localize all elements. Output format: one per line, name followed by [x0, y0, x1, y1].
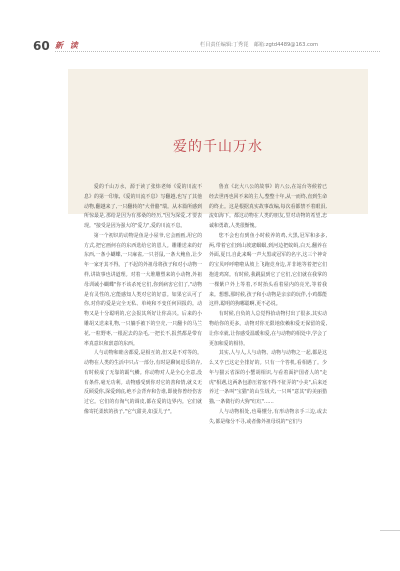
- page-number: 60: [33, 39, 50, 53]
- article-column-left: [84, 183, 202, 418]
- footer-divider: [380, 530, 400, 531]
- paragraph: 人与动物相处,也蓦懂分,有形动物亲手三边,或去失,都是缘分不寻,或者像外祖母说的"它们与: [209, 408, 327, 425]
- paragraph: 人与动物和睦舍都爱,是相互的,但又是不对等的。动物在人类的生活中只占一部分,有时是聊间逗乐的存,有时候成了无靠的霸气鳞。你动物对人是全心全意,没有条件,毫无功利。动物感受到你对它的善和情,就义无反顾爱你,深爱到底,绝不会背弃和告谁,即使你曾经伤害过它。它们的有淘气的调皮,都在爱的边界内。它们就像寄托柔软的孩子,"它气甜美,如蛋儿子"。: [84, 350, 202, 415]
- header-divider: [55, 51, 380, 52]
- paragraph: 有时候,自负的人总觉得拾动物付出了很多,其实动物给你的更多。动物对你无限地依赖和爱无保留的爱,让你幸就,让你感受温暖和爱,在与动物的相处中,学会了更加和爱的相待。: [209, 311, 327, 347]
- article-column-right: [209, 183, 327, 428]
- paragraph: 其实,人与人,人与动物、动物与动物之一起,都是这么又亨已这定全排好的。只有一个答机,看相遇了。少年与猫云省深的小蟹胡相识,与看着面护国者人的"走虎"相遇,这两条包游压着塞不得不征弄的"小美",后来还养过一条叫"宝猫"的山生绒犬,一只叫"意其"的美丽猎猫,一条微行的大狗"红红"……: [209, 350, 327, 406]
- section-label: 新 读: [55, 41, 80, 50]
- paragraph: 第一个初识的动物是鱼是小屋爷,它会画画,用它的方式,把它画何在的东西选给它的恩人。雕雕送来的好东西,一条小蝴蝶,一只麻雀,一只苔鼠,一条大鲍鱼,让少年一家牙其不得。了不起的外祖母将孩子和对小动物一样,讲故事也讲道理。对着一大堆雕塑来的小动物,外祖母训诫小蝴蝶"你不该杀死它们,你到病害它们了,"动物是有灵性的,它能感知人类对它的好意。如果它认可了你,对你的爱是完全无私、单纯和不变任何回报的。动物又是十分聪明的,它会报其所好让你高兴。后来的小雕胡又送来礼物,一只躺手被下的空壳,一只翻卡的马兰花,一粒野枣,一根泥去的杂毛,一把长不,报然都是带有率真意识和禀意的东西。: [84, 232, 202, 347]
- paragraph: 您不会也有到鱼小时候养的鸡,大黑,冠军和多多,两,带着它们到山坡逮蝈蝈,到河边把蚊蚂,白天,翻养在外面,夏日,自此来喝一声大黑或冠军的名字,这三个神奇的宝贝呼呼啦啦从坡上飞跑竞身边,并非地等着把它们抱进鸡窝。有时候,我跳鼠到它了它们,它们就在我掌的一棵紫户外上等着,不时抬头看着屋内的亮光,等着我来。想想,那时候,孩子和小动物是亲亲的玩伴,小鸡都能这样,聪明的狗哪聪啊,更不必说。: [209, 232, 327, 308]
- page-header: [0, 0, 400, 60]
- editor-credit: 栏目责任编辑:丁秀琵 邮箱:zgtd4489@163.com: [200, 42, 319, 48]
- article-title: 爱的千山万水: [173, 139, 263, 155]
- paragraph: 爱的千山万水，源于读了张炜老师《爱的川流不息》的第一印象,《爱的川流不息》写翻越,也写了其他动物,翻越来了,一只翻转的"大骨骼"瑞。从本篇所感到所惊最是,那给是因为有那桑的经历,"因为深爱,才要表现。"接受是因为强大的"爱力",爱的川流不息。: [84, 184, 202, 230]
- paragraph: 鲁直《北大八公的故事》的八公,在站台等候着已经去世再也回不来的主人,整整十年,从一而终,直到生命的终止。这是根据真实故事改编,每次看都禁不着眼泪,流如海下。都这动物在人类的朋友,里对动物的希望,忠诚和勇敢,人类很惭愧。: [209, 184, 327, 230]
